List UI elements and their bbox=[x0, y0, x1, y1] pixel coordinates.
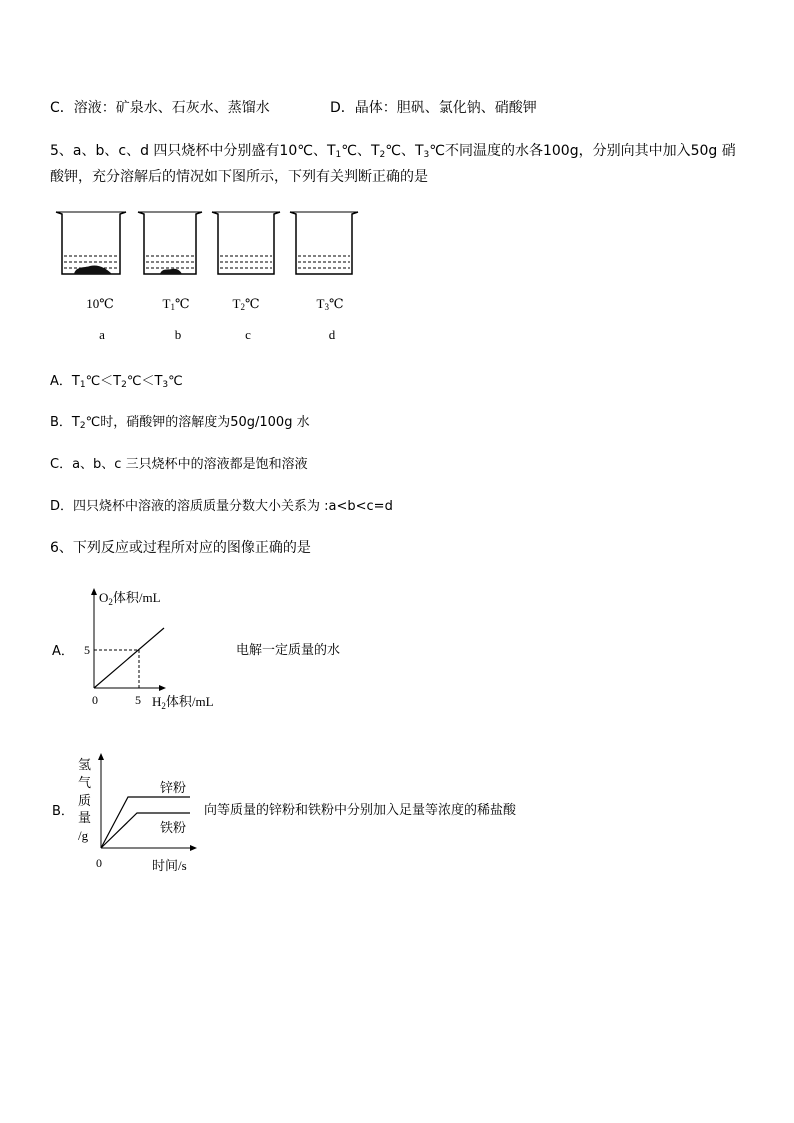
q5-stem-part: ℃不同温度的水各100g，分别向其中加入50g 硝 bbox=[429, 143, 736, 159]
q5-stem-line1: 5、a、b、c、d 四只烧杯中分别盛有10℃、$T_1℃$、$T_2℃$、$T_3℃$不同温度的水各100g，分别向其中加入50g 硝 bbox=[50, 143, 736, 160]
q4-option-d: D．晶体：胆矾、氯化钠、硝酸钾 bbox=[330, 100, 537, 116]
opt-sub: 3 bbox=[162, 380, 169, 390]
temp-sub: 1 bbox=[170, 302, 175, 312]
opt-text: B．T bbox=[50, 415, 80, 430]
opt-text: ℃ bbox=[168, 374, 183, 389]
chart-a-line bbox=[94, 628, 164, 688]
chart-b-x-arrow bbox=[190, 845, 197, 851]
q5-stem-line2: 酸钾，充分溶解后的情况如下图所示，下列有关判断正确的是 bbox=[50, 169, 428, 185]
beaker-a-temp bbox=[80, 296, 120, 312]
chart-a-origin: 0 bbox=[92, 693, 98, 707]
undissolved-solid-a bbox=[74, 265, 112, 274]
temp-unit: ℃ bbox=[244, 296, 260, 311]
q6-option-b-description: 向等质量的锌粉和铁粉中分别加入足量等浓度的稀盐酸 bbox=[204, 803, 517, 818]
temp-sub: 3 bbox=[324, 302, 329, 312]
beaker-c-letter: c bbox=[245, 327, 251, 342]
chart-b-y-label-2: 气 bbox=[78, 775, 92, 790]
temp-unit: ℃ bbox=[174, 296, 190, 311]
chart-b-y-label-1: 氢 bbox=[78, 757, 92, 772]
q6-option-b-label: B． bbox=[52, 804, 74, 819]
chart-b-y-label-3: 质 bbox=[78, 793, 92, 808]
chart-a-y-tick: 5 bbox=[84, 643, 90, 657]
chart-b-origin: 0 bbox=[96, 856, 102, 870]
beaker-c-temp bbox=[226, 296, 266, 312]
temp-text: T bbox=[232, 296, 241, 311]
opt-text: ℃时，硝酸钾的溶解度为50g/100g 水 bbox=[85, 415, 310, 430]
beaker-b bbox=[138, 212, 202, 274]
chart-b-x-label: 时间/s bbox=[152, 858, 187, 873]
beaker-a-letter: a bbox=[99, 327, 105, 342]
chart-a-x-tick: 5 bbox=[135, 693, 141, 707]
q6-stem: 6、下列反应或过程所对应的图像正确的是 bbox=[50, 540, 311, 556]
chart-a-x-arrow bbox=[159, 685, 166, 691]
chart-a-x-label: $H_2$体积/mL bbox=[152, 694, 214, 711]
beaker-a bbox=[56, 212, 126, 274]
chart-a-y-label: $O_2$体积/mL bbox=[99, 590, 161, 607]
temp-unit: ℃ bbox=[328, 296, 344, 311]
opt-sub: 2 bbox=[79, 421, 86, 431]
q4-option-c: C．溶液：矿泉水、石灰水、蒸馏水 bbox=[50, 100, 270, 116]
temp-text: T bbox=[316, 296, 325, 311]
q5-stem-part: ℃、T bbox=[341, 143, 380, 159]
beaker-b-temp bbox=[156, 296, 196, 312]
chart-b bbox=[74, 752, 200, 878]
temp-text: 10℃ bbox=[86, 296, 114, 311]
beaker-d bbox=[290, 212, 358, 274]
beakers-figure bbox=[50, 208, 370, 288]
opt-sub: 1 bbox=[79, 380, 86, 390]
q5-stem-part: ℃、T bbox=[385, 143, 424, 159]
q5-stem-part: 5、a、b、c、d 四只烧杯中分别盛有10℃、T bbox=[50, 143, 336, 159]
q5-option-c: C．a、b、c 三只烧杯中的溶液都是饱和溶液 bbox=[50, 457, 308, 472]
chart-b-y-arrow bbox=[98, 753, 104, 760]
q5-option-d: D．四只烧杯中溶液的溶质质量分数大小关系为 :a<b<c=d bbox=[50, 499, 393, 514]
chart-b-y-label-4: 量 bbox=[78, 810, 92, 825]
temp-sub: 2 bbox=[240, 302, 245, 312]
beaker-d-letter: d bbox=[328, 327, 336, 342]
opt-text: A．T bbox=[50, 374, 80, 389]
chart-a-y-arrow bbox=[91, 588, 97, 595]
q6-option-a-label: A． bbox=[52, 644, 74, 659]
opt-text: ℃＜T bbox=[85, 374, 122, 389]
q5-option-a bbox=[50, 372, 183, 395]
beaker-d-temp bbox=[310, 296, 350, 312]
chart-a bbox=[80, 586, 240, 716]
chart-b-y-label-5: /g bbox=[78, 828, 89, 843]
q5-option-b bbox=[50, 413, 310, 436]
beaker-c bbox=[212, 212, 280, 274]
chart-b-iron-label: 铁粉 bbox=[160, 820, 187, 835]
undissolved-solid-b bbox=[160, 269, 182, 274]
temp-text: T bbox=[162, 296, 171, 311]
q6-option-a-description: 电解一定质量的水 bbox=[236, 643, 341, 658]
beaker-b-letter: b bbox=[174, 327, 182, 342]
opt-text: ℃＜T bbox=[126, 374, 163, 389]
opt-sub: 2 bbox=[121, 380, 127, 390]
chart-b-zinc-label: 锌粉 bbox=[160, 780, 187, 795]
